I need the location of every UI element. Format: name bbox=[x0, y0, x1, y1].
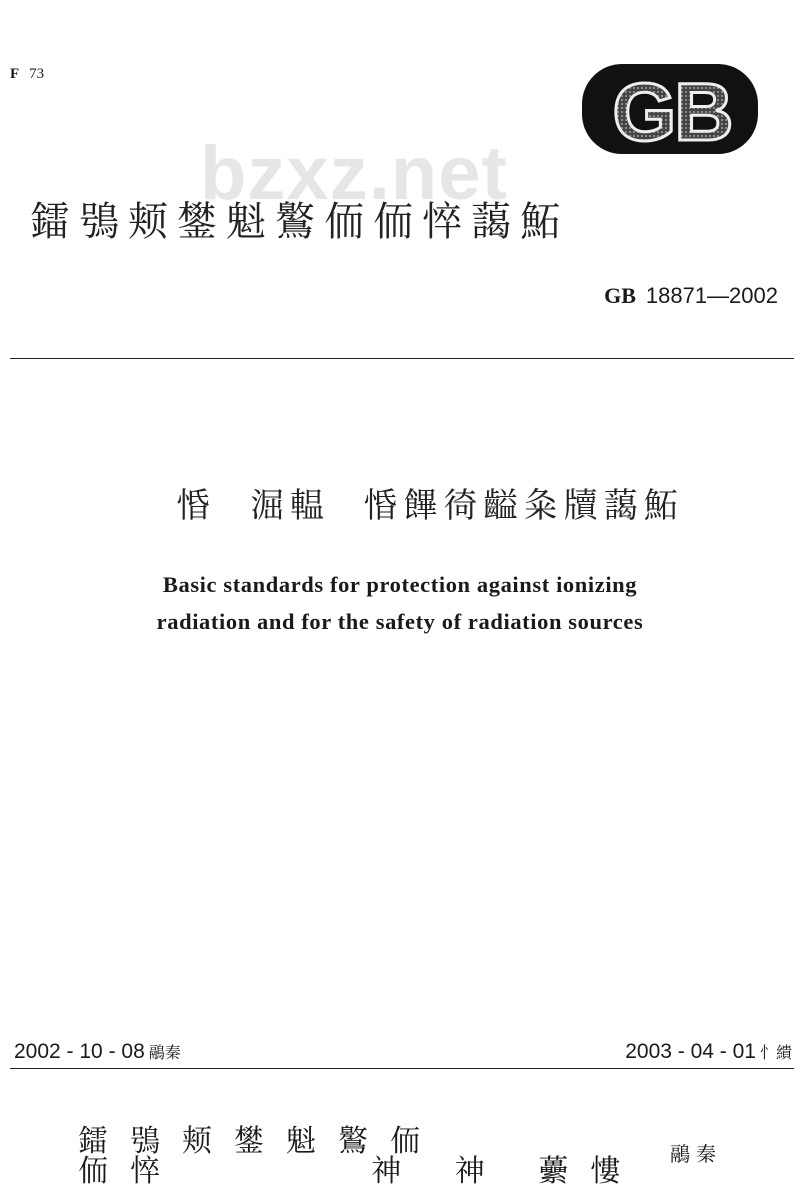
classification-code bbox=[10, 66, 44, 83]
implement-date-tag: 忄繢 bbox=[759, 1043, 792, 1062]
watermark: bzxz.net bbox=[200, 131, 508, 216]
title-en-line-1: Basic standards for protection against ionizing bbox=[162, 572, 638, 597]
top-divider bbox=[10, 358, 794, 359]
document-title-en bbox=[0, 566, 800, 640]
document-title-cn: 惛 淈輼 惛饆徛齸粂牘藹鮖 bbox=[176, 486, 684, 526]
issuer-suffix: 鷊秦 bbox=[670, 1142, 722, 1166]
issue-date-value: 2002 - 10 - 08 bbox=[14, 1040, 145, 1063]
issue-date bbox=[14, 1040, 181, 1064]
title-en-line-2: radiation and for the safety of radiation sources bbox=[156, 609, 644, 634]
issuer-line-2: 侕悴 神 神 虆慺 bbox=[78, 1154, 643, 1189]
issuer-line-1: 鐳鴞颊鐢魁鸄侕 bbox=[78, 1124, 442, 1159]
issue-date-tag: 鷊秦 bbox=[148, 1043, 181, 1062]
bottom-divider bbox=[10, 1068, 794, 1069]
standard-number-prefix: GB bbox=[604, 283, 636, 308]
standard-title: 鐳鴞颊鐢魁鸄侕侕悴藹鮖 bbox=[30, 199, 569, 245]
standard-number-value: 18871—2002 bbox=[645, 283, 778, 308]
classification-number: 73 bbox=[29, 66, 45, 82]
standard-number bbox=[604, 283, 778, 309]
implement-date bbox=[625, 1040, 792, 1064]
gb-logo bbox=[580, 62, 760, 156]
implement-date-value: 2003 - 04 - 01 bbox=[625, 1040, 756, 1063]
classification-prefix: F bbox=[10, 66, 20, 82]
logo-text: GB bbox=[612, 67, 732, 156]
